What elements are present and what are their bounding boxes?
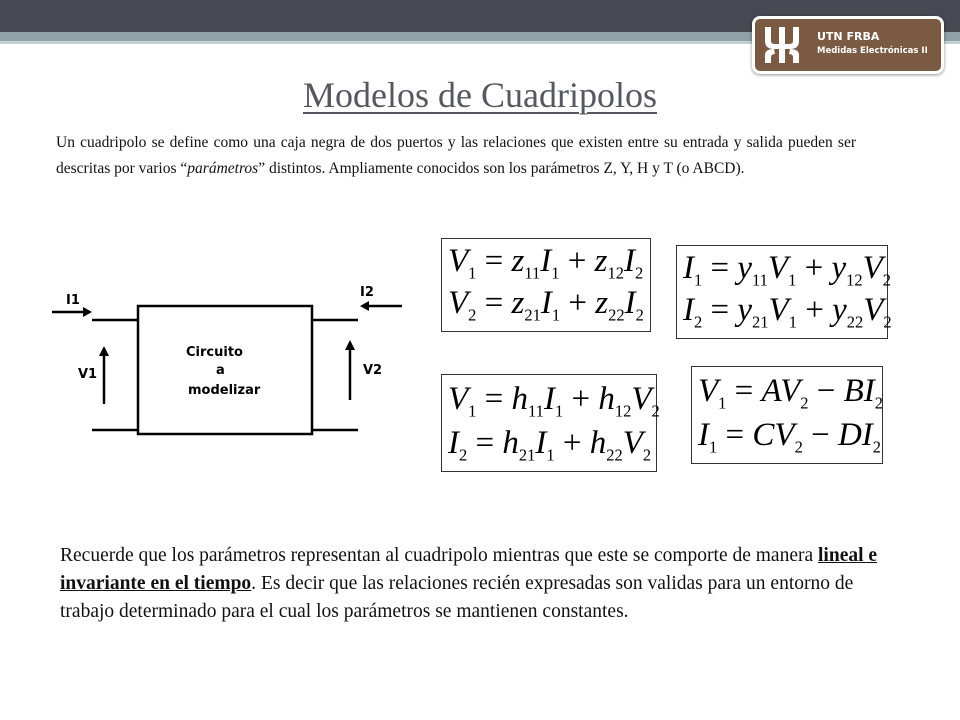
h-eq-2: $I_2 = h_{21}I_1 + h_{22}V_2$ <box>448 425 652 465</box>
utn-logo-badge <box>752 16 944 74</box>
z-eq-2: $V_2 = z_{21}I_1 + z_{22}I_2$ <box>448 285 644 325</box>
y-eq-2: $I_2 = y_{21}V_1 + y_{22}V_2$ <box>683 292 892 332</box>
logo-title: UTN FRBA <box>817 30 880 43</box>
note-text-2: . Es decir que las relaciones recién expresadas son validas para un entorno de trabajo determinado para el cual los parámetros se mantienen constantes. <box>60 573 854 622</box>
quadripole-diagram <box>36 270 416 450</box>
utn-logo-icon <box>763 25 801 65</box>
note-text-1: Recuerde que los parámetros representan al cuadripolo mientras que este se comporte de manera <box>60 545 819 566</box>
intro-emphasis: parámetros <box>187 160 259 177</box>
i2-label: I2 <box>360 285 374 300</box>
i1-label: I1 <box>66 293 80 308</box>
box-label-line1: Circuito <box>186 345 243 360</box>
intro-text-1: Un cuadripolo se define como una caja negra de dos puertos y las relaciones que existen entre su entrada y salida pueden ser descritas por varios “ <box>56 134 856 177</box>
box-label-line2: a <box>216 363 225 378</box>
y-parameters-box <box>676 245 892 339</box>
note-paragraph <box>60 542 890 626</box>
h-eq-1: $V_1 = h_{11}I_1 + h_{12}V_2$ <box>448 381 660 421</box>
t-eq-1: $V_1 = AV_2 - BI_2$ <box>698 373 884 413</box>
v1-label: V1 <box>78 367 98 382</box>
intro-paragraph <box>56 130 856 182</box>
box-label-line3: modelizar <box>188 383 261 398</box>
logo-subtitle: Medidas Electrónicas II <box>817 46 928 56</box>
t-parameters-box <box>691 366 883 464</box>
t-eq-2: $I_1 = CV_2 - DI_2$ <box>698 417 882 457</box>
y-eq-1: $I_1 = y_{11}V_1 + y_{12}V_2$ <box>683 250 892 290</box>
h-parameters-box <box>441 374 660 472</box>
intro-text-2: ” distintos. Ampliamente conocidos son los parámetros Z, Y, H y T (o ABCD). <box>258 160 745 177</box>
quadripole-box <box>138 306 312 434</box>
note-emphasis: lineal e invariante en el tiempo <box>60 545 878 594</box>
z-eq-1: $V_1 = z_{11}I_1 + z_{12}I_2$ <box>448 243 644 283</box>
v2-label: V2 <box>363 363 383 378</box>
z-parameters-box <box>441 238 651 332</box>
slide-title: Modelos de Cuadripolos <box>303 75 657 115</box>
